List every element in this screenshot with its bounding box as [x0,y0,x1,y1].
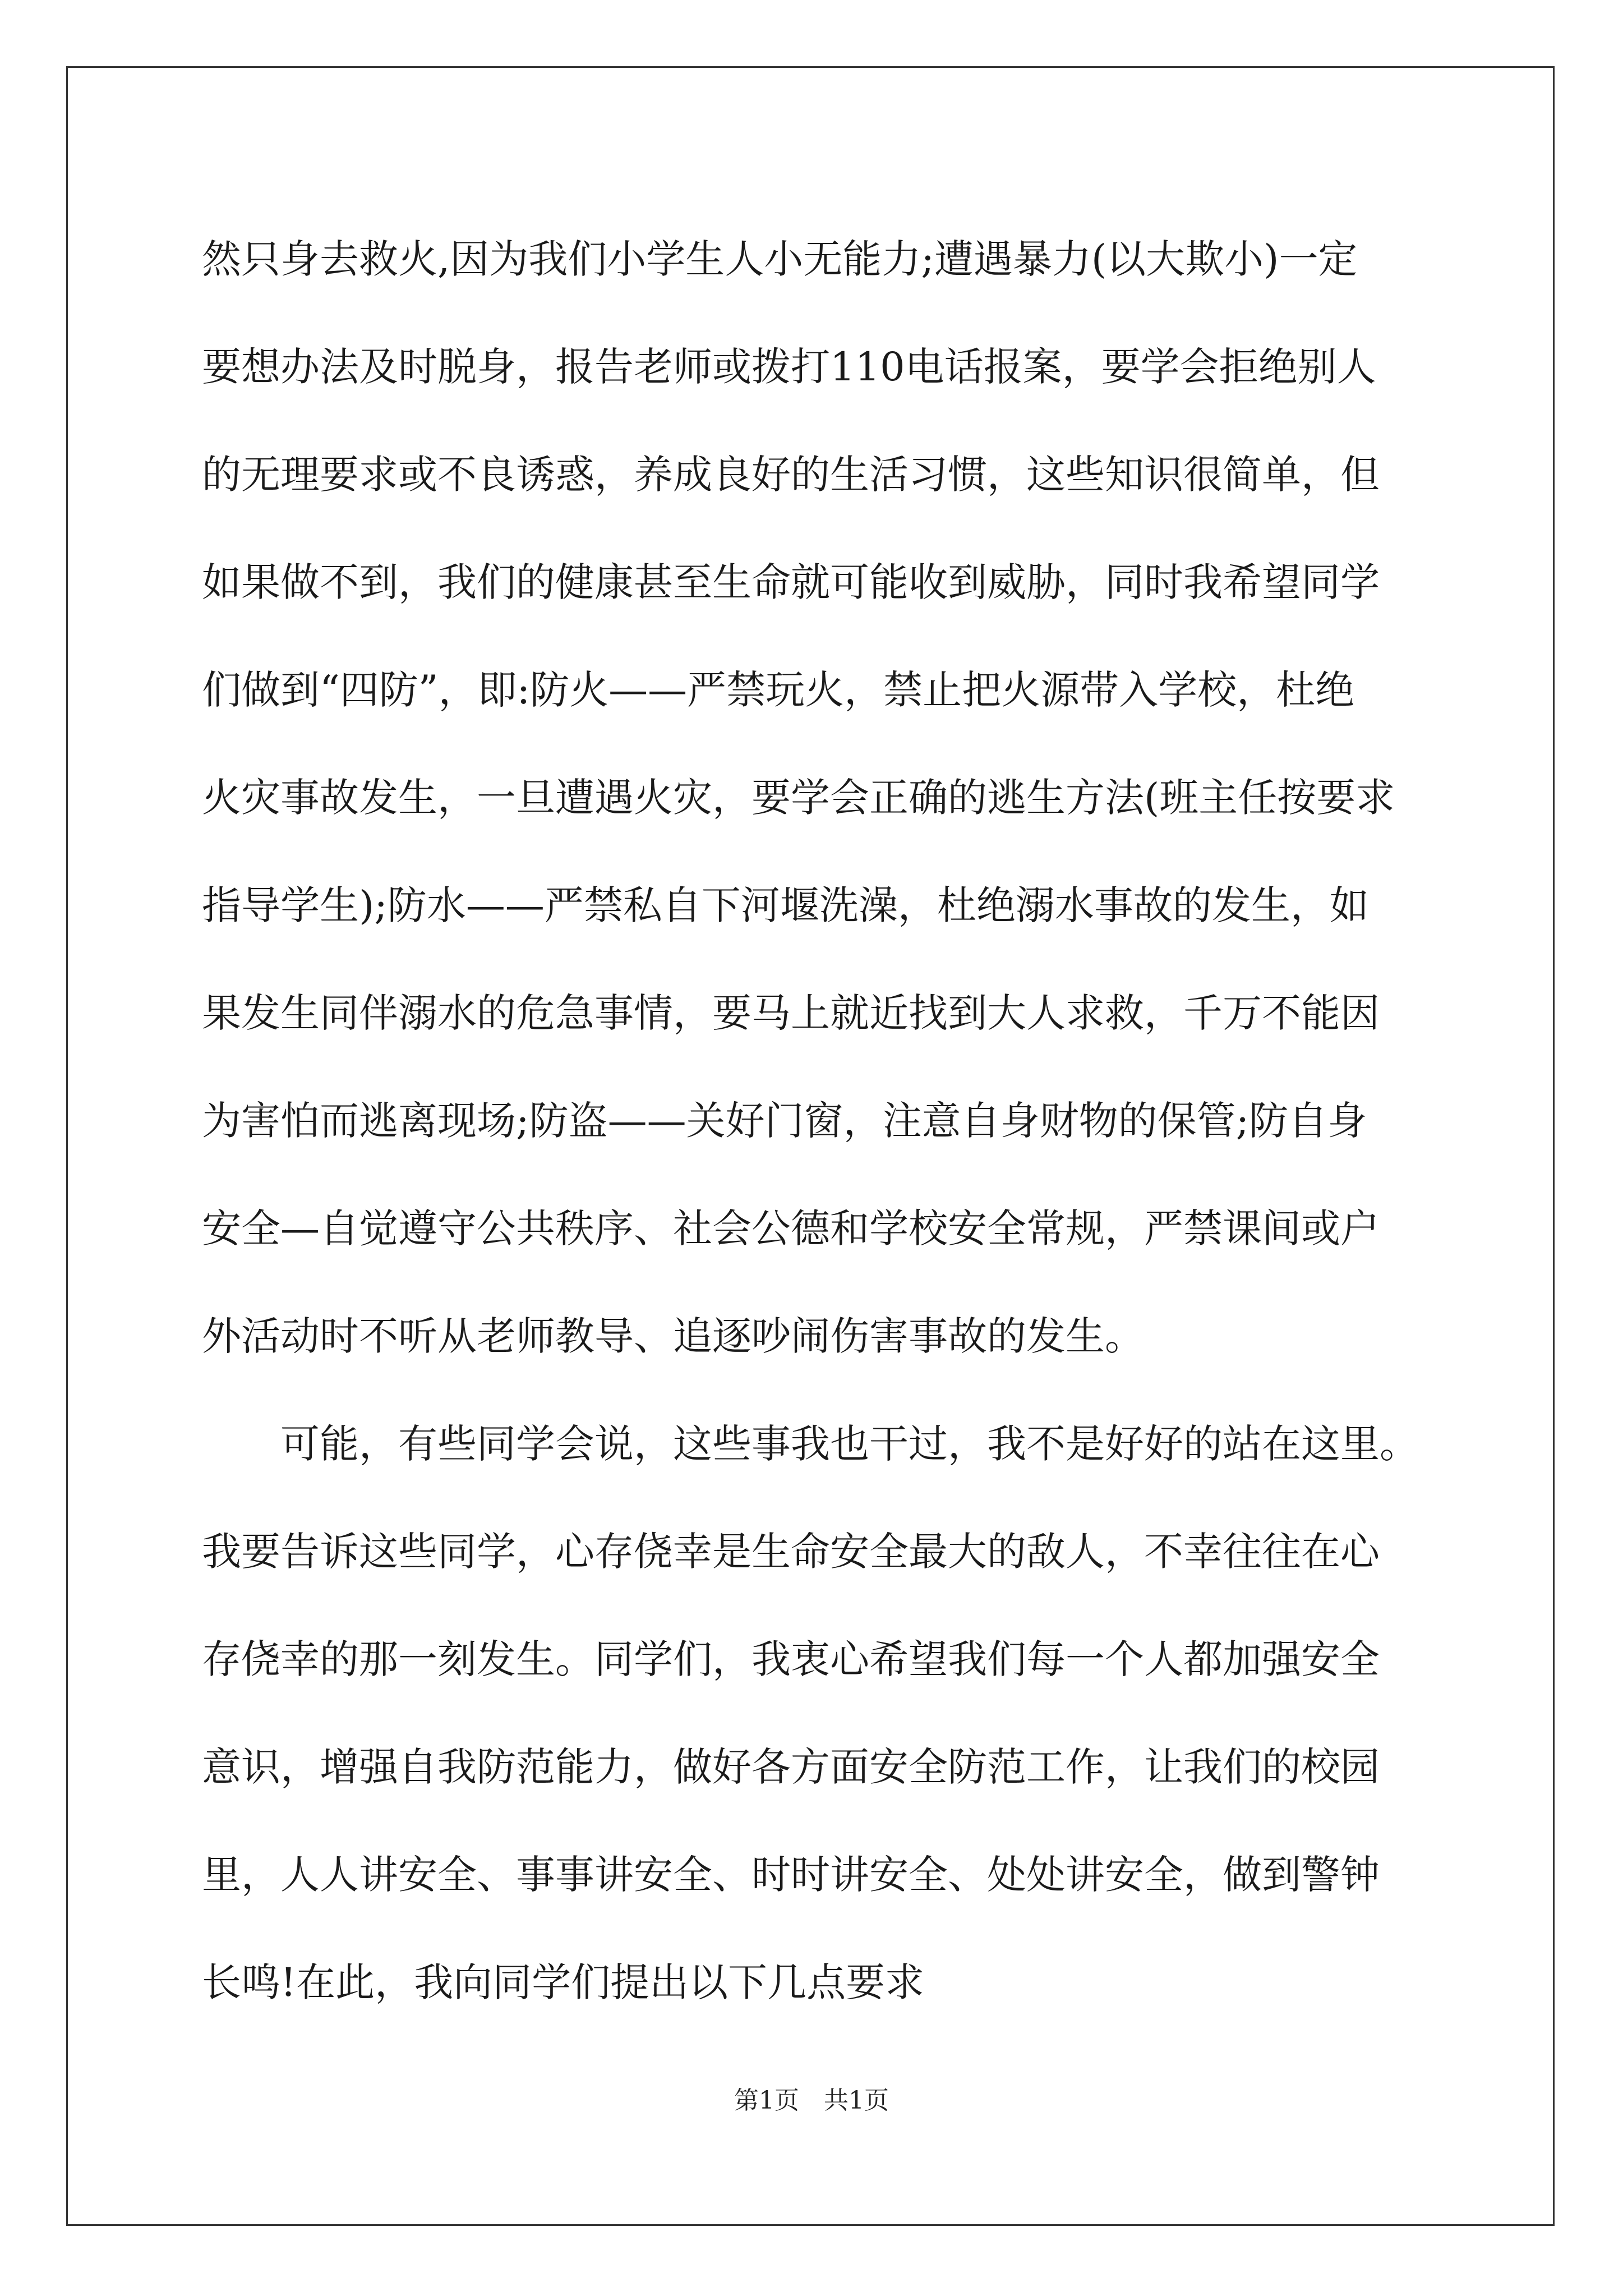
text-line: 长鸣!在此，我向同学们提出以下几点要求 [202,1959,925,2005]
text-line: 为害怕而逃离现场;防盗——关好门窗，注意自身财物的保管;防自身 [202,1098,1367,1144]
document-body [202,205,1447,2036]
text-line: 的无理要求或不良诱惑，养成良好的生活习惯，这些知识很简单，但 [202,452,1380,498]
text-line: 要想办法及时脱身，报告老师或拨打110电话报案，要学会拒绝别人 [202,344,1376,390]
text-line: 火灾事故发生，一旦遭遇火灾，要学会正确的逃生方法(班主任按要求 [202,775,1395,821]
text-line: 如果做不到，我们的健康甚至生命就可能收到威胁，同时我希望同学 [202,559,1380,605]
text-line: 们做到“四防”，即:防火——严禁玩火，禁止把火源带入学校，杜绝 [202,667,1355,713]
text-line: 存侥幸的那一刻发生。同学们，我衷心希望我们每一个人都加强安全 [202,1636,1380,1682]
text-line: 指导学生);防水——严禁私自下河堰洗澡，杜绝溺水事故的发生，如 [202,882,1369,928]
text-line: 安全—自觉遵守公共秩序、社会公德和学校安全常规，严禁课间或户 [202,1205,1380,1251]
text-line: 意识，增强自我防范能力，做好各方面安全防范工作，让我们的校园 [202,1744,1380,1790]
text-line: 然只身去救火,因为我们小学生人小无能力;遭遇暴力(以大欺小)一定 [202,236,1358,282]
text-line: 果发生同伴溺水的危急事情，要马上就近找到大人求救，千万不能因 [202,990,1380,1036]
page-footer: 第1页 共1页 [734,2086,889,2115]
paragraph-start-line: 可能，有些同学会说，这些事我也干过，我不是好好的站在这里。 [280,1421,1419,1467]
text-line: 里，人人讲安全、事事讲安全、时时讲安全、处处讲安全，做到警钟 [202,1852,1380,1898]
text-line: 我要告诉这些同学，心存侥幸是生命安全最大的敌人，不幸往往在心 [202,1529,1380,1575]
text-line: 外活动时不听从老师教导、追逐吵闹伤害事故的发生。 [202,1313,1144,1359]
